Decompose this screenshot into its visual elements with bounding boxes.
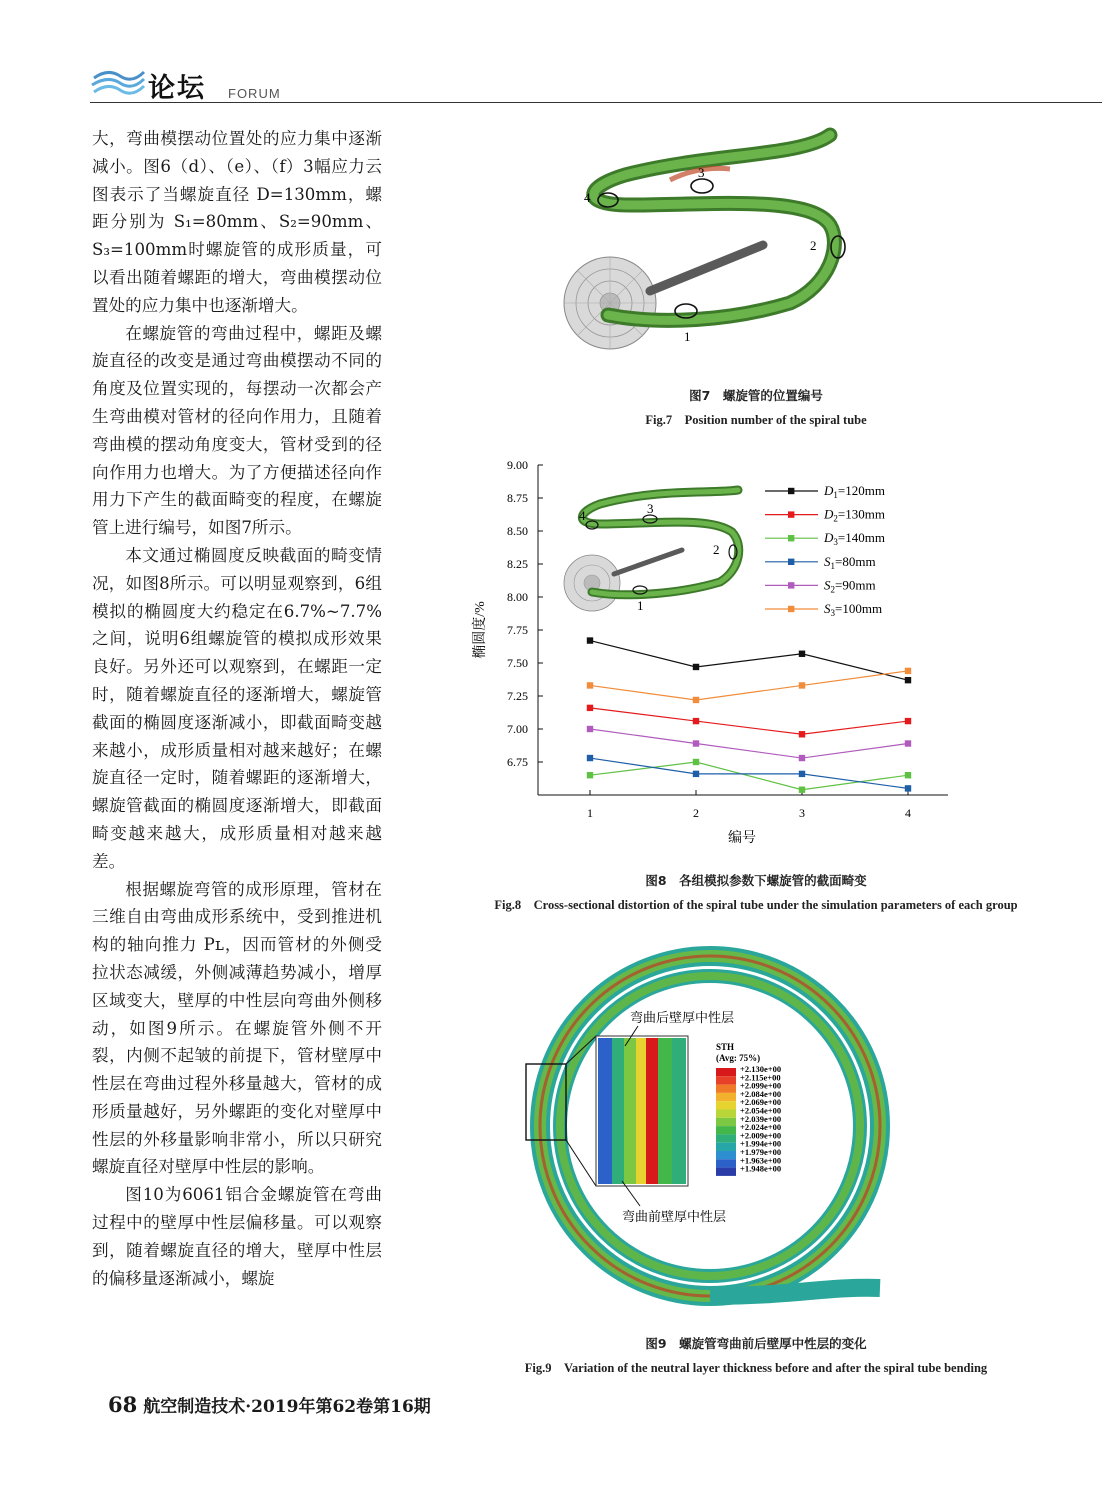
legend-label: $D_2=130mm$ <box>824 506 885 524</box>
section-subtitle: FORUM <box>228 86 281 101</box>
x-tick-label: 2 <box>693 806 699 820</box>
contour-swatch <box>716 1134 736 1142</box>
inset-label-1: 1 <box>637 598 644 613</box>
paragraph: 本文通过椭圆度反映截面的畸变情况，如图8所示。可以明显观察到，6组模拟的椭圆度大约稳定在6.7%~7.7%之间，说明6组螺旋管的模拟成形效果良好。另外还可以观察到，在螺距一定时，随着螺旋直径的逐渐增大，螺旋管截面的椭圆度逐渐减小，即截面畸变越来越小，成形质量相对越来越好；在螺旋直径一定时，随着螺距的逐渐增大，螺旋管截面的椭圆度逐渐增大，即截面畸变越来越大，成形质量相对越来越差。 <box>92 545 382 871</box>
chart-ylabel: 椭圆度/% <box>473 601 488 659</box>
inset-label-3: 3 <box>647 501 654 516</box>
x-tick-label: 1 <box>587 806 593 820</box>
series-line <box>590 671 908 700</box>
contour-swatch <box>716 1143 736 1151</box>
y-tick-label: 6.75 <box>507 755 528 769</box>
data-point <box>905 740 911 746</box>
series-line <box>590 641 908 681</box>
legend-marker <box>788 606 794 612</box>
inset-spiral-figure <box>564 490 739 613</box>
position-label-3: 3 <box>698 165 705 180</box>
data-point <box>905 718 911 724</box>
figure-9-caption-en: Fig.9 Variation of the neutral layer thickness before and after the spiral tube bending <box>524 1361 988 1375</box>
y-tick-label: 7.75 <box>507 623 528 637</box>
contour-legend <box>716 1064 781 1176</box>
contour-value: +2.069e+00 <box>740 1097 782 1108</box>
contour-swatch <box>716 1126 736 1134</box>
contour-swatch <box>716 1118 736 1126</box>
data-point <box>799 755 805 761</box>
section-title: 论坛 <box>148 73 206 104</box>
journal-info: 航空制造技术·2019年第62卷第16期 <box>143 1397 431 1417</box>
contour-value: +1.979e+00 <box>740 1147 782 1157</box>
wave-logo-icon <box>90 64 146 100</box>
data-point <box>799 731 805 737</box>
contour-value: +2.084e+00 <box>740 1088 782 1099</box>
label-before-bending: 弯曲前壁厚中性层 <box>622 1209 727 1224</box>
y-tick-label: 7.00 <box>507 722 528 736</box>
y-tick-label: 8.25 <box>507 557 528 571</box>
paragraph: 图10为6061铝合金螺旋管在弯曲过程中的壁厚中性层偏移量。可以观察到，随着螺旋直径的增大，壁厚中性层的偏移量逐渐减小，螺旋 <box>92 1185 382 1288</box>
contour-swatch <box>716 1168 736 1176</box>
contour-swatch <box>716 1076 736 1084</box>
contour-value: +2.099e+00 <box>740 1080 782 1091</box>
y-tick-label: 9.00 <box>507 458 528 472</box>
legend-marker <box>788 535 794 541</box>
chart-series <box>587 637 911 793</box>
figure-7-caption-cn: 图7 螺旋管的位置编号 <box>689 388 823 403</box>
zoomed-cross-section <box>596 1036 688 1186</box>
figure-8-caption-en: Fig.8 Cross-sectional distortion of the spiral tube under the simulation parameters of each group <box>494 898 1018 912</box>
legend-marker <box>788 582 794 588</box>
data-point <box>587 705 593 711</box>
data-point <box>905 668 911 674</box>
chart-legend <box>765 483 885 618</box>
contour-value: +2.130e+00 <box>740 1064 782 1074</box>
legend-marker <box>788 511 794 517</box>
y-tick-label: 8.00 <box>507 590 528 604</box>
contour-value: +2.024e+00 <box>740 1122 782 1133</box>
page-footer <box>108 1392 431 1417</box>
contour-swatch <box>716 1159 736 1167</box>
figure-7 <box>410 125 1102 425</box>
contour-swatch <box>716 1110 736 1118</box>
data-point <box>905 772 911 778</box>
data-point <box>905 677 911 683</box>
data-point <box>693 740 699 746</box>
legend-marker <box>788 559 794 565</box>
legend-label: $S_3=100mm$ <box>824 601 883 618</box>
contour-swatch <box>716 1151 736 1159</box>
data-point <box>587 726 593 732</box>
paragraph: 在螺旋管的弯曲过程中，螺距及螺旋直径的改变是通过弯曲模摆动不同的角度及位置实现的，每摆动一次都会产生弯曲模对管材的径向作用力，且随着弯曲模的摆动角度变大，管材受到的径向作用力也增大。为了方便描述径向作用力下产生的截面畸变的程度，在螺旋管上进行编号，如图7所示。 <box>92 323 382 538</box>
legend-marker <box>788 488 794 494</box>
contour-swatch <box>716 1068 736 1076</box>
bending-die-disc <box>564 257 656 349</box>
contour-value: +2.054e+00 <box>740 1105 782 1116</box>
position-label-1: 1 <box>684 329 691 344</box>
data-point <box>693 697 699 703</box>
figure-9 <box>410 946 1102 1386</box>
y-tick-label: 7.25 <box>507 689 528 703</box>
legend-label: $S_2=90mm$ <box>824 577 876 595</box>
series-line <box>590 729 908 758</box>
paragraph: 根据螺旋弯管的成形原理，管材在三维自由弯曲成形系统中，受到推进机构的轴向推力 Pʟ，因而管材的外侧受拉状态减缓，外侧减薄趋势减小，增厚区域变大，壁厚的中性层向弯曲外侧移动，如图9所示。在螺旋管外侧不开裂，内侧不起皱的前提下，管材壁厚中性层在弯曲过程外移量越大，管材的成形质量越好，另外螺距的变化对壁厚中性层的外移量影响非常小，所以只研究螺旋直径对壁厚中性层的影响。 <box>92 879 382 1177</box>
contour-legend-avg: (Avg: 75%) <box>716 1053 761 1063</box>
series-line <box>590 708 908 734</box>
contour-swatch <box>716 1085 736 1093</box>
data-point <box>587 755 593 761</box>
spiral-tube-figure <box>410 125 1102 370</box>
data-point <box>799 787 805 793</box>
contour-value: +1.994e+00 <box>740 1138 782 1149</box>
page-header <box>90 62 1102 106</box>
data-point <box>587 637 593 643</box>
data-point <box>693 664 699 670</box>
legend-label: $S_1=80mm$ <box>824 553 876 571</box>
data-point <box>905 785 911 791</box>
figure-7-caption-en: Fig.7 Position number of the spiral tube <box>645 413 867 427</box>
x-tick-label: 3 <box>799 806 805 820</box>
data-point <box>693 771 699 777</box>
figure-9-caption-cn: 图9 螺旋管弯曲前后壁厚中性层的变化 <box>645 1336 867 1351</box>
position-label-4: 4 <box>584 190 591 205</box>
inset-label-4: 4 <box>579 508 586 523</box>
position-label-2: 2 <box>810 238 817 253</box>
header-rule <box>90 102 1102 103</box>
y-tick-label: 8.50 <box>507 524 528 538</box>
chart-xlabel: 编号 <box>728 831 756 846</box>
contour-value: +2.039e+00 <box>740 1113 782 1124</box>
y-tick-label: 8.75 <box>507 491 528 505</box>
ellipticity-chart <box>410 450 1102 855</box>
contour-value: +2.009e+00 <box>740 1130 782 1141</box>
neutral-layer-figure <box>410 946 1102 1316</box>
series-line <box>590 762 908 790</box>
data-point <box>799 682 805 688</box>
figure-8-caption-cn: 图8 各组模拟参数下螺旋管的截面畸变 <box>645 873 867 888</box>
figure-8 <box>410 450 1102 910</box>
series-line <box>590 758 908 788</box>
x-tick-label: 4 <box>905 806 911 820</box>
bent-tube-ring <box>540 956 880 1296</box>
data-point <box>799 771 805 777</box>
data-point <box>799 651 805 657</box>
contour-legend-title: STH <box>716 1042 735 1052</box>
contour-value: +1.948e+00 <box>740 1163 782 1174</box>
body-text-column <box>92 125 382 1292</box>
data-point <box>693 718 699 724</box>
page-number: 68 <box>108 1392 138 1417</box>
data-point <box>693 759 699 765</box>
legend-label: $D_1=120mm$ <box>824 483 885 500</box>
contour-swatch <box>716 1101 736 1109</box>
inset-label-2: 2 <box>713 542 720 557</box>
contour-swatch <box>716 1093 736 1101</box>
legend-label: $D_3=140mm$ <box>824 530 885 548</box>
paragraph: 大，弯曲模摆动位置处的应力集中逐渐减小。图6（d）、（e）、（f）3幅应力云图表示了当螺旋直径 D=130mm，螺距分别为 S₁=80mm、S₂=90mm、S₃=100mm时螺旋管的成形质量，可以看出随着螺距的增大，弯曲模摆动位置处的应力集中也逐渐增大。 <box>92 129 382 315</box>
data-point <box>587 772 593 778</box>
contour-value: +1.963e+00 <box>740 1155 782 1166</box>
y-tick-label: 7.50 <box>507 656 528 670</box>
label-after-bending: 弯曲后壁厚中性层 <box>630 1010 735 1025</box>
contour-value: +2.115e+00 <box>740 1072 781 1083</box>
data-point <box>587 682 593 688</box>
